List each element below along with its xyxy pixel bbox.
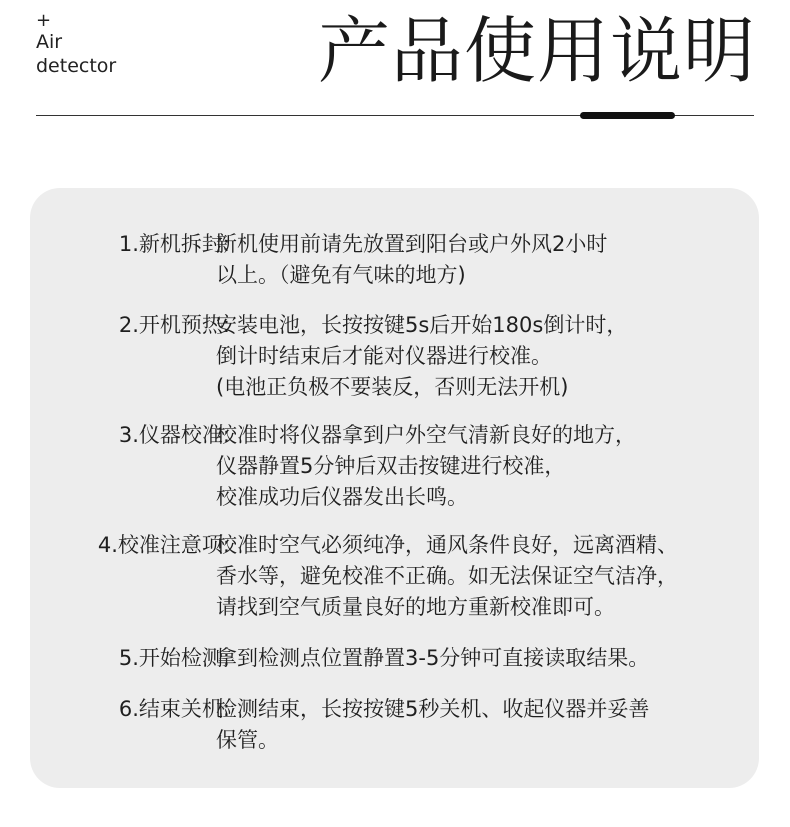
instruction-line: 校准时空气必须纯净，通风条件良好，远离酒精、 <box>216 533 678 557</box>
instruction-line: 检测结束，长按按键5秒关机、收起仪器并妥善 <box>216 697 650 721</box>
instruction-line: 校准成功后仪器发出长鸣。 <box>216 485 468 509</box>
instruction-line: 以上。（避免有气味的地方) <box>216 263 466 287</box>
instruction-text <box>216 694 746 756</box>
instruction-line: 拿到检测点位置静置3-5分钟可直接读取结果。 <box>216 646 650 670</box>
instruction-label: 4.校准注意项: <box>97 533 230 557</box>
instruction-label: 6.结束关机: <box>118 697 230 721</box>
instruction-line: 请找到空气质量良好的地方重新校准即可。 <box>216 595 615 619</box>
instruction-line: 校准时将仪器拿到户外空气清新良好的地方， <box>216 423 636 447</box>
instruction-label: 5.开始检测: <box>118 646 230 670</box>
instruction-text <box>216 229 746 291</box>
instruction-label: 3.仪器校准: <box>118 423 230 447</box>
instruction-line: 新机使用前请先放置到阳台或户外风2小时 <box>216 232 608 256</box>
instruction-line: 安装电池，长按按键5s后开始180s倒计时， <box>216 313 628 337</box>
instruction-line: 香水等，避免校准不正确。如无法保证空气洁净， <box>216 564 678 588</box>
instruction-text <box>216 530 746 623</box>
brand-plus: + <box>36 10 52 31</box>
page-title: 产品使用说明 <box>317 9 756 93</box>
instruction-text <box>216 420 746 513</box>
brand-line-air: Air <box>36 31 63 53</box>
brand-mark <box>36 12 116 78</box>
instruction-label: 2.开机预热: <box>118 313 230 337</box>
instruction-label: 1.新机拆封: <box>118 232 230 256</box>
instructions-card <box>30 188 759 788</box>
instruction-line: 仪器静置5分钟后双击按键进行校准， <box>216 454 566 478</box>
instruction-text <box>216 643 746 674</box>
instruction-line: (电池正负极不要装反，否则无法开机) <box>216 375 569 399</box>
instruction-line: 保管。 <box>216 728 279 752</box>
header-divider-accent <box>580 112 675 119</box>
instruction-line: 倒计时结束后才能对仪器进行校准。 <box>216 344 552 368</box>
brand-line-detector: detector <box>36 55 117 77</box>
instruction-text <box>216 310 746 403</box>
